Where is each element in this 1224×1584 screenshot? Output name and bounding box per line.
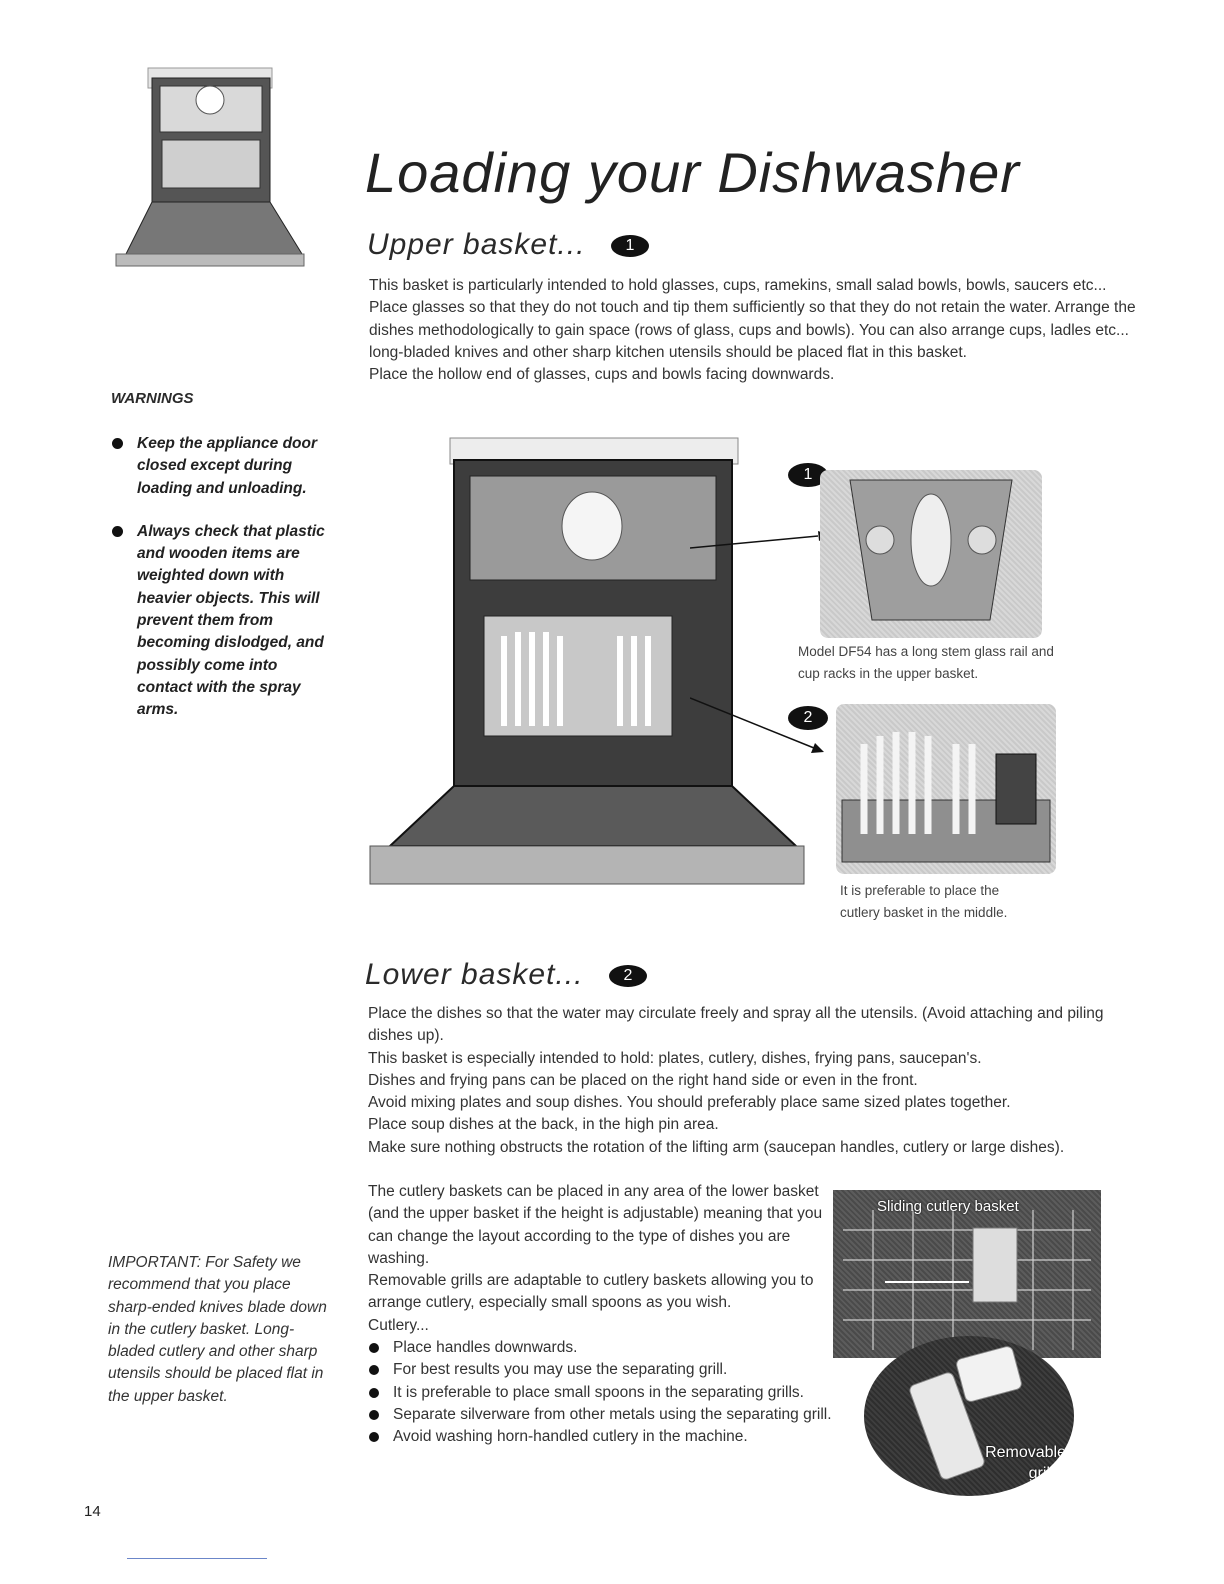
callout-1-badge: 1 bbox=[788, 463, 828, 487]
lower-paragraph: Dishes and frying pans can be placed on the right hand side or even in the front. bbox=[368, 1071, 918, 1089]
upper-paragraph: This basket is particularly intended to hold glasses, cups, ramekins, small salad bowls, bowls, saucers etc... Place glasses so that they do not touch and tip them sufficiently so that they do not retain the water. Arrange the dishes methodologically to gain space (rows of glass, cups and bowls). You can also arrange cups, ladles etc... long-bladed knives and other sharp kitchen utensils should be placed flat in this basket. bbox=[369, 277, 1136, 361]
warnings-heading: WARNINGS bbox=[111, 390, 194, 407]
cutlery-bullet: It is preferable to place small spoons in the separating grills. bbox=[368, 1382, 848, 1404]
upper-basket-detail-drawing bbox=[820, 470, 1042, 638]
upper-detail-caption: Model DF54 has a long stem glass rail and cup racks in the upper basket. bbox=[798, 644, 1054, 681]
lower-basket-heading bbox=[365, 958, 647, 992]
cutlery-bullet: Place handles downwards. bbox=[368, 1337, 848, 1359]
removable-grills-label: Removable grills. bbox=[985, 1444, 1066, 1482]
lower-paragraph: This basket is especially intended to hold: plates, cutlery, dishes, frying pans, saucepan's. bbox=[368, 1049, 982, 1067]
lower-basket-detail-image bbox=[836, 704, 1056, 874]
upper-basket-heading-text: Upper basket... bbox=[367, 228, 586, 261]
lower-detail-caption: It is preferable to place the cutlery basket in the middle. bbox=[840, 883, 1008, 920]
sliding-cutlery-basket-drawing bbox=[833, 1190, 1101, 1358]
cutlery-text bbox=[368, 1181, 832, 1449]
cutlery-bullet: Separate silverware from other metals using the separating grill. bbox=[368, 1404, 848, 1426]
lower-paragraph: Make sure nothing obstructs the rotation of the lifting arm (saucepan handles, cutlery or large dishes). bbox=[368, 1138, 1065, 1156]
footer-rule bbox=[127, 1558, 267, 1559]
cutlery-bullet: Avoid washing horn-handled cutlery in the machine. bbox=[368, 1426, 848, 1448]
warning-item: Keep the appliance door closed except during loading and unloading. bbox=[112, 433, 332, 500]
removable-grills-image bbox=[864, 1336, 1074, 1496]
dishwasher-thumbnail-drawing bbox=[112, 64, 308, 270]
upper-basket-detail-image bbox=[820, 470, 1042, 638]
sliding-basket-label: Sliding cutlery basket bbox=[877, 1198, 1019, 1215]
dishwasher-thumbnail-image bbox=[112, 64, 308, 270]
cutlery-paragraph: The cutlery baskets can be placed in any area of the lower basket (and the upper basket if the height is adjustable) meaning that you can change the layout according to the type of dishes you are washing. bbox=[368, 1183, 823, 1267]
upper-paragraph: Place the hollow end of glasses, cups and bowls facing downwards. bbox=[369, 366, 835, 384]
lower-basket-heading-text: Lower basket... bbox=[365, 958, 584, 991]
cutlery-paragraph: Cutlery... bbox=[368, 1316, 429, 1334]
lower-paragraph: Avoid mixing plates and soup dishes. You should preferably place same sized plates together. bbox=[368, 1094, 1011, 1112]
page-number: 14 bbox=[84, 1503, 101, 1520]
cutlery-paragraph: Removable grills are adaptable to cutlery baskets allowing you to arrange cutlery, especially small spoons as you wish. bbox=[368, 1272, 814, 1312]
page-title: Loading your Dishwasher bbox=[365, 141, 1020, 204]
upper-basket-badge: 1 bbox=[611, 235, 649, 257]
lower-basket-text bbox=[368, 1003, 1113, 1159]
warning-item: Always check that plastic and wooden items are weighted down with heavier objects. This will prevent them from becoming dislodged, and possibly come into contact with the spray arms. bbox=[112, 521, 332, 722]
lower-paragraph: Place the dishes so that the water may circulate freely and spray all the utensils. (Avoid attaching and piling dishes up). bbox=[368, 1005, 1104, 1045]
warnings-list bbox=[112, 433, 332, 743]
lower-basket-badge: 2 bbox=[609, 965, 647, 987]
sliding-cutlery-basket-image bbox=[833, 1190, 1101, 1358]
lower-paragraph: Place soup dishes at the back, in the high pin area. bbox=[368, 1116, 719, 1134]
lower-basket-detail-drawing bbox=[836, 704, 1056, 874]
callout-2-badge: 2 bbox=[788, 706, 828, 730]
upper-basket-heading bbox=[367, 228, 649, 262]
cutlery-bullet-list bbox=[368, 1337, 848, 1448]
cutlery-bullet: For best results you may use the separating grill. bbox=[368, 1359, 848, 1381]
upper-basket-text bbox=[369, 275, 1139, 386]
important-note: IMPORTANT: For Safety we recommend that you place sharp-ended knives blade down in the cutlery basket. Long-bladed cutlery and other sharp utensils should be placed flat in the upper basket. bbox=[108, 1254, 327, 1405]
